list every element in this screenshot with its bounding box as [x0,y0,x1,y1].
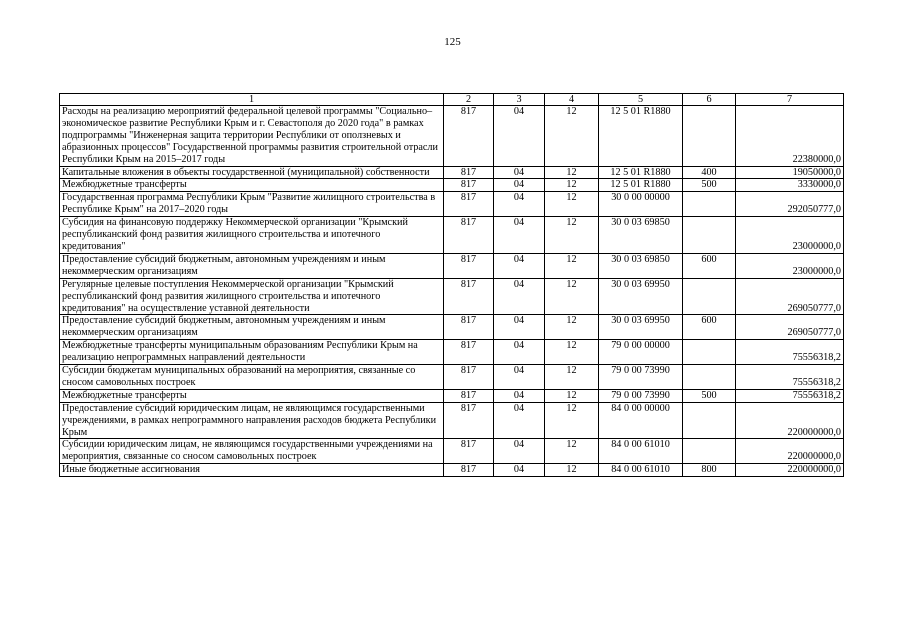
cell-expenditure-name: Субсидии юридическим лицам, не являющимся государственными учреждениями на мероприятия, связанные со сносом самовольных построек [60,439,444,464]
cell-section: 04 [494,106,545,167]
cell-expenditure-name: Предоставление субсидий юридическим лицам, не являющимся государственными учреждениями, в рамках непрограммного направления расходов бюджета Республики Крым [60,402,444,439]
cell-target-article: 12 5 01 R1880 [599,106,683,167]
cell-section: 04 [494,340,545,365]
table-row [60,217,844,254]
cell-amount: 75556318,2 [736,340,844,365]
cell-expense-type [683,365,736,390]
cell-target-article: 84 0 00 61010 [599,439,683,464]
cell-target-article: 30 0 00 00000 [599,192,683,217]
cell-amount: 269050777,0 [736,278,844,315]
cell-expenditure-name: Предоставление субсидий бюджетным, автономным учреждениям и иным некоммерческим организациям [60,315,444,340]
cell-section: 04 [494,389,545,402]
cell-expenditure-name: Межбюджетные трансферты муниципальным образованиям Республики Крым на реализацию непрограммных направлений деятельности [60,340,444,365]
cell-subsection: 12 [545,340,599,365]
table-row [60,278,844,315]
cell-expense-type [683,278,736,315]
cell-amount: 23000000,0 [736,253,844,278]
cell-target-article: 79 0 00 00000 [599,340,683,365]
cell-section: 04 [494,179,545,192]
cell-subsection: 12 [545,217,599,254]
table-row [60,389,844,402]
column-header: 1 [60,94,444,106]
table-row [60,166,844,179]
column-header: 5 [599,94,683,106]
column-header: 7 [736,94,844,106]
cell-expense-type: 500 [683,389,736,402]
cell-subsection: 12 [545,389,599,402]
cell-amount: 75556318,2 [736,389,844,402]
cell-amount: 220000000,0 [736,439,844,464]
cell-expenditure-name: Субсидия на финансовую поддержку Некоммерческой организации "Крымский республиканский фонд развития жилищного строительства и ипотечного кредитования" [60,217,444,254]
table-row [60,365,844,390]
table-row [60,253,844,278]
cell-expense-type: 800 [683,464,736,477]
cell-target-article: 79 0 00 73990 [599,365,683,390]
cell-expenditure-name: Предоставление субсидий бюджетным, автономным учреждениям и иным некоммерческим организациям [60,253,444,278]
cell-amount: 269050777,0 [736,315,844,340]
cell-expenditure-name: Капитальные вложения в объекты государственной (муниципальной) собственности [60,166,444,179]
cell-ministry-code: 817 [444,166,494,179]
cell-target-article: 84 0 00 61010 [599,464,683,477]
cell-target-article: 12 5 01 R1880 [599,166,683,179]
cell-section: 04 [494,278,545,315]
cell-section: 04 [494,166,545,179]
cell-expense-type: 600 [683,253,736,278]
cell-expenditure-name: Расходы на реализацию мероприятий федеральной целевой программы "Социально–экономическое развитие Республики Крым и г. Севастополя до 2020 года" в рамках подпрограммы "Инженерная защита территории Республики от оползневых и абразионных процессов" Государственной программы развития строительной отрасли Республики Крым на 2015–2017 годы [60,106,444,167]
cell-target-article: 30 0 03 69850 [599,253,683,278]
cell-expense-type [683,192,736,217]
table-row [60,464,844,477]
table-row [60,402,844,439]
cell-expense-type: 600 [683,315,736,340]
cell-expense-type [683,106,736,167]
cell-ministry-code: 817 [444,253,494,278]
cell-section: 04 [494,439,545,464]
cell-expense-type [683,217,736,254]
cell-expense-type [683,340,736,365]
budget-table [59,93,844,477]
cell-ministry-code: 817 [444,389,494,402]
cell-target-article: 12 5 01 R1880 [599,179,683,192]
table-row [60,106,844,167]
cell-expense-type: 400 [683,166,736,179]
cell-subsection: 12 [545,166,599,179]
cell-subsection: 12 [545,278,599,315]
cell-subsection: 12 [545,365,599,390]
cell-ministry-code: 817 [444,217,494,254]
column-header: 6 [683,94,736,106]
cell-amount: 23000000,0 [736,217,844,254]
cell-target-article: 30 0 03 69850 [599,217,683,254]
cell-subsection: 12 [545,402,599,439]
cell-expenditure-name: Регулярные целевые поступления Некоммерческой организации "Крымский республиканский фонд развития жилищного строительства и ипотечного кредитования" на осуществление уставной деятельности [60,278,444,315]
cell-amount: 22380000,0 [736,106,844,167]
column-header: 4 [545,94,599,106]
page-number: 125 [444,36,461,48]
cell-subsection: 12 [545,439,599,464]
cell-amount: 19050000,0 [736,166,844,179]
cell-ministry-code: 817 [444,464,494,477]
cell-expenditure-name: Государственная программа Республики Крым "Развитие жилищного строительства в Республике Крым" на 2017–2020 годы [60,192,444,217]
cell-section: 04 [494,192,545,217]
cell-ministry-code: 817 [444,340,494,365]
cell-expenditure-name: Субсидии бюджетам муниципальных образований на мероприятия, связанные со сносом самовольных построек [60,365,444,390]
cell-section: 04 [494,253,545,278]
cell-ministry-code: 817 [444,402,494,439]
cell-expense-type: 500 [683,179,736,192]
cell-amount: 75556318,2 [736,365,844,390]
table-row [60,315,844,340]
cell-ministry-code: 817 [444,365,494,390]
cell-section: 04 [494,365,545,390]
table-header-row [60,94,844,106]
cell-target-article: 30 0 03 69950 [599,278,683,315]
cell-expenditure-name: Межбюджетные трансферты [60,389,444,402]
cell-ministry-code: 817 [444,106,494,167]
cell-ministry-code: 817 [444,315,494,340]
table-row [60,192,844,217]
cell-subsection: 12 [545,315,599,340]
cell-expense-type [683,439,736,464]
table-row [60,439,844,464]
cell-subsection: 12 [545,106,599,167]
cell-subsection: 12 [545,179,599,192]
cell-target-article: 79 0 00 73990 [599,389,683,402]
table-body [60,106,844,477]
cell-expenditure-name: Иные бюджетные ассигнования [60,464,444,477]
cell-subsection: 12 [545,464,599,477]
cell-ministry-code: 817 [444,179,494,192]
cell-section: 04 [494,402,545,439]
cell-ministry-code: 817 [444,278,494,315]
cell-amount: 220000000,0 [736,464,844,477]
cell-target-article: 84 0 00 00000 [599,402,683,439]
cell-ministry-code: 817 [444,439,494,464]
cell-ministry-code: 817 [444,192,494,217]
cell-target-article: 30 0 03 69950 [599,315,683,340]
cell-section: 04 [494,217,545,254]
cell-amount: 3330000,0 [736,179,844,192]
column-header: 2 [444,94,494,106]
cell-amount: 220000000,0 [736,402,844,439]
table-row [60,179,844,192]
cell-section: 04 [494,315,545,340]
column-header: 3 [494,94,545,106]
cell-subsection: 12 [545,192,599,217]
cell-subsection: 12 [545,253,599,278]
cell-section: 04 [494,464,545,477]
cell-amount: 292050777,0 [736,192,844,217]
cell-expenditure-name: Межбюджетные трансферты [60,179,444,192]
cell-expense-type [683,402,736,439]
table-row [60,340,844,365]
